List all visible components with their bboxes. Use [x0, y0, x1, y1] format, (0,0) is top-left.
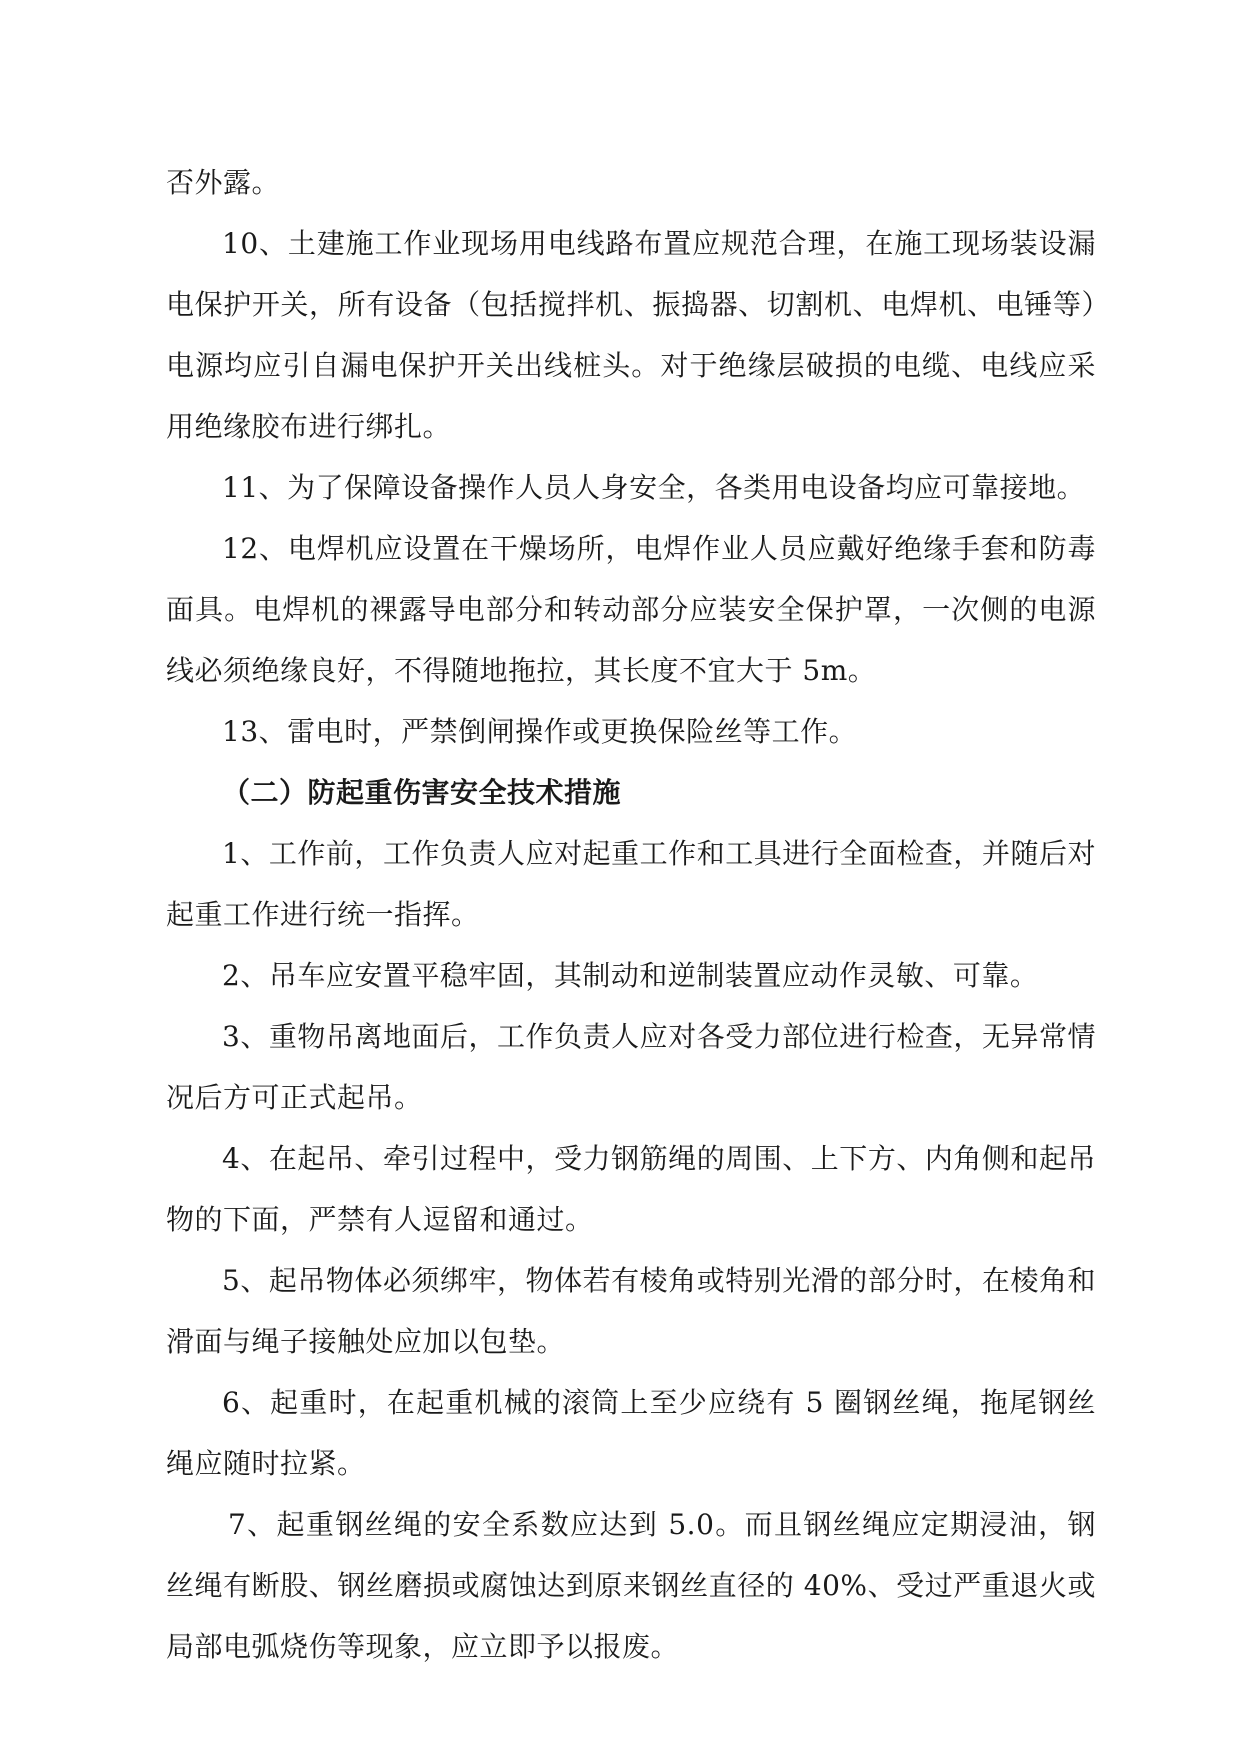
paragraph-item-13: 13、雷电时，严禁倒闸操作或更换保险丝等工作。 — [222, 715, 858, 748]
section-item-6: 6、起重时，在起重机械的滚筒上至少应绕有 5 圈钢丝绳，拖尾钢丝绳应随时拉紧。 — [166, 1386, 1096, 1480]
paragraph-item-12: 12、电焊机应设置在干燥场所，电焊作业人员应戴好绝缘手套和防毒面具。电焊机的裸露导电部分和转动部分应装安全保护罩，一次侧的电源线必须绝缘良好，不得随地拖拉，其长度不宜大于 5m。 — [166, 532, 1096, 687]
section-item-4: 4、在起吊、牵引过程中，受力钢筋绳的周围、上下方、内角侧和起吊物的下面，严禁有人逗留和通过。 — [166, 1142, 1096, 1236]
section-item-5: 5、起吊物体必须绑牢，物体若有棱角或特别光滑的部分时，在棱角和滑面与绳子接触处应加以包垫。 — [166, 1264, 1096, 1358]
section-item-1: 1、工作前，工作负责人应对起重工作和工具进行全面检查，并随后对起重工作进行统一指挥。 — [166, 837, 1096, 931]
section-item-3: 3、重物吊离地面后，工作负责人应对各受力部位进行检查，无异常情况后方可正式起吊。 — [166, 1020, 1096, 1114]
document-page — [166, 152, 1096, 1677]
paragraph-item-11: 11、为了保障设备操作人员人身安全，各类用电设备均应可靠接地。 — [222, 471, 1086, 504]
section-heading: （二）防起重伤害安全技术措施 — [222, 776, 622, 809]
paragraph-continuation: 否外露。 — [166, 166, 281, 199]
paragraph-item-10: 10、土建施工作业现场用电线路布置应规范合理，在施工现场装设漏电保护开关，所有设备（包括搅拌机、振捣器、切割机、电焊机、电锤等）电源均应引自漏电保护开关出线桩头。对于绝缘层破损的电缆、电线应采用绝缘胶布进行绑扎。 — [166, 227, 1096, 443]
section-item-2: 2、吊车应安置平稳牢固，其制动和逆制装置应动作灵敏、可靠。 — [222, 959, 1039, 992]
section-item-7: 7、起重钢丝绳的安全系数应达到 5.0。而且钢丝绳应定期浸油，钢丝绳有断股、钢丝磨损或腐蚀达到原来钢丝直径的 40%、受过严重退火或局部电弧烧伤等现象，应立即予以报废。 — [166, 1508, 1096, 1663]
